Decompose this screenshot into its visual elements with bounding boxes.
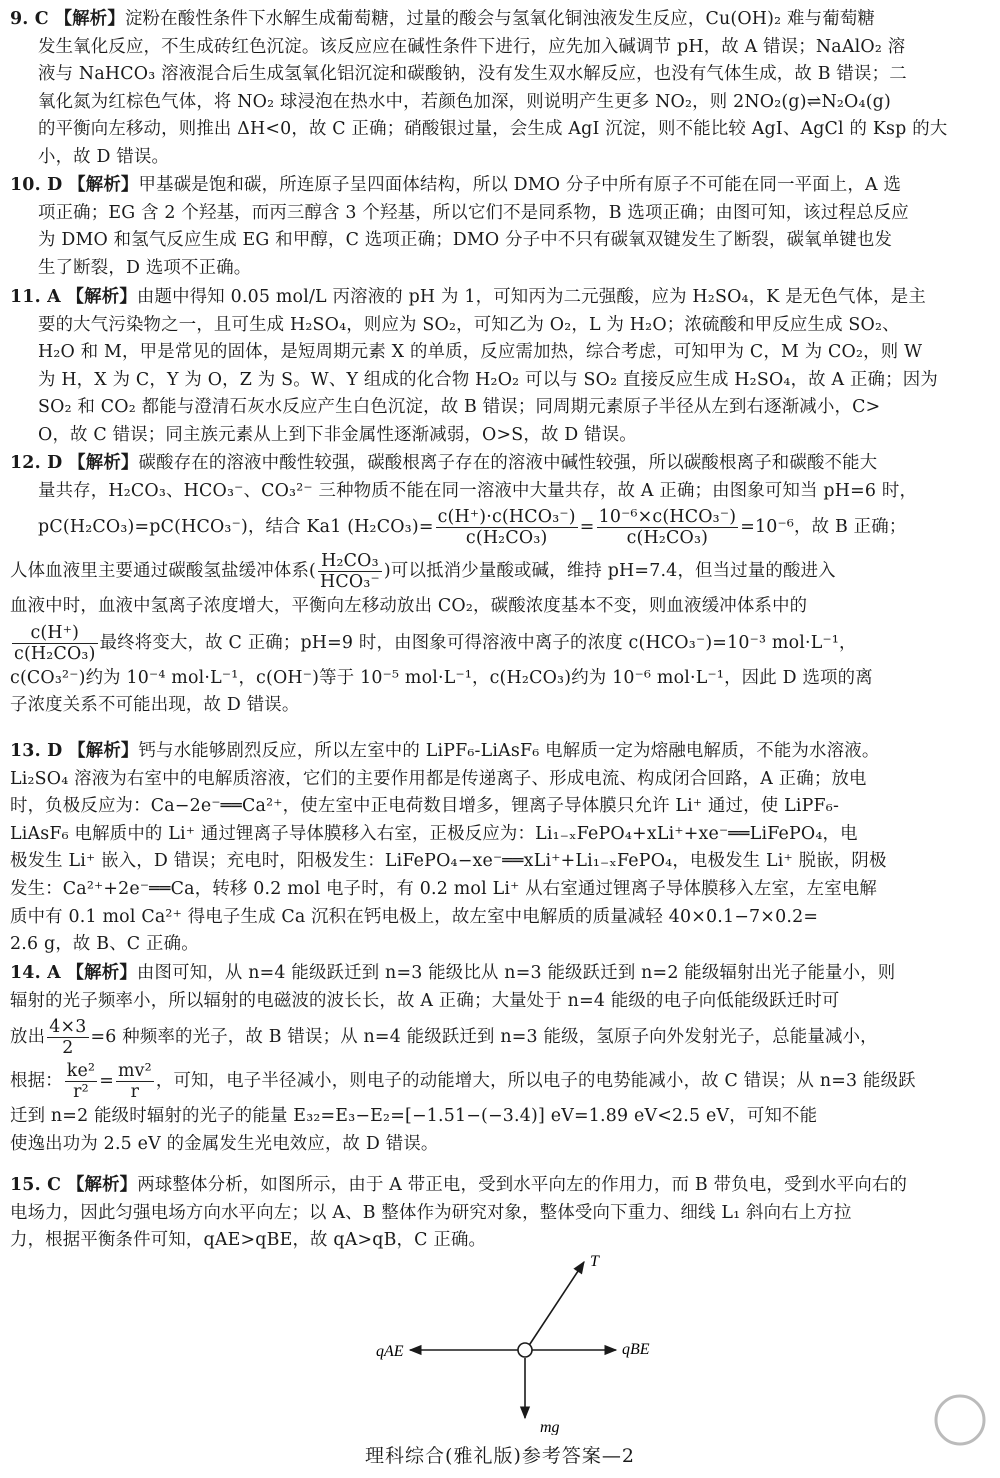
equation-line: [10, 621, 988, 665]
analysis-tag: 【解析】: [54, 9, 125, 29]
fraction: [12, 623, 98, 664]
text-line: LiAsF₆ 电解质中的 Li⁺ 通过锂离子导体膜移入右室，正极反应为：Li₁₋ₓFePO₄+xLi⁺+xe⁻══LiFePO₄，电: [10, 823, 858, 844]
text-line: 的平衡向左移动，则推出 ΔH<0，故 C 正确；硝酸银过量，会生成 AgI 沉淀，则不能比较 AgI、AgCl 的 Ksp 的大: [38, 119, 948, 140]
text-segment: 人体血液里主要通过碳酸氢盐缓冲体系(: [10, 561, 317, 582]
equation-line: [10, 505, 988, 549]
numerator: 10⁻⁶×c(HCO₃⁻): [598, 507, 737, 528]
numerator: c(H⁺)·c(HCO₃⁻): [437, 507, 576, 528]
text-line: 甲基碳是饱和碳，所连原子呈四面体结构，所以 DMO 分子中所有原子不可能在同一平面上，A 选: [138, 175, 902, 195]
answer-label: 13. D: [10, 741, 63, 761]
answer-10: [10, 172, 988, 282]
denominator: c(H₂CO₃): [14, 643, 96, 664]
text-line: 钙与水能够剧烈反应，所以左室中的 LiPF₆-LiAsF₆ 电解质一定为熔融电解质，不能为水溶液。: [138, 741, 880, 761]
force-diagram: [360, 1250, 680, 1435]
page-footer: 理科综合(雅礼版)参考答案—2: [365, 1445, 635, 1467]
text-segment: =10⁻⁶，故 B 正确；: [740, 517, 907, 538]
text-line: 为 H，X 为 C，Y 为 O，Z 为 S。W、Y 组成的化合物 H₂O₂ 可以与 SO₂ 直接反应生成 H₂SO₄，故 A 正确；因为: [38, 369, 938, 390]
text-segment: 最终将变大，故 C 正确；pH=9 时，由图象可得溶液中离子的浓度 c(HCO₃⁻)=10⁻³ mol·L⁻¹，: [99, 632, 857, 653]
analysis-tag: 【解析】: [66, 1175, 138, 1195]
denominator: c(H₂CO₃): [626, 528, 709, 549]
answer-label: 11. A: [10, 287, 61, 307]
equals-sign: =: [99, 1071, 114, 1092]
fraction: [116, 1061, 154, 1102]
fraction: [436, 507, 578, 548]
mg-label: mg: [540, 1419, 560, 1435]
analysis-tag: 【解析】: [66, 963, 137, 983]
text-segment: 根据：: [10, 1071, 63, 1092]
answer-label: 12. D: [10, 453, 63, 473]
text-line: 电场力，因此匀强电场方向水平向左；以 A、B 整体作为研究对象，整体受向下重力、细线 L₁ 斜向右上方拉: [10, 1202, 852, 1223]
text-line: 两球整体分析，如图所示，由于 A 带正电，受到水平向左的作用力，而 B 带负电，受到水平向右的: [137, 1175, 908, 1195]
answer-label: 9. C: [10, 9, 49, 29]
text-line: 子浓度关系不可能出现，故 D 错误。: [10, 695, 300, 716]
text-line: 要的大气污染物之一，且可生成 H₂SO₄，则应为 SO₂，可知乙为 O₂，L 为 H₂O；浓硫酸和甲反应生成 SO₂、: [38, 314, 900, 335]
fraction: [597, 507, 739, 548]
tension-arrow: [526, 1262, 584, 1350]
analysis-tag: 【解析】: [66, 287, 137, 307]
numerator: H₂CO₃: [318, 551, 382, 572]
text-line: 发生氧化反应，不生成砖红色沉淀。该反应应在碱性条件下进行，应先加入碱调节 pH，故 A 错误；NaAlO₂ 溶: [38, 36, 906, 57]
text-line: 力，根据平衡条件可知，qAE>qBE，故 qA>qB，C 正确。: [10, 1230, 487, 1251]
text-line: 小，故 D 错误。: [38, 146, 170, 167]
text-line: 由图可知，从 n=4 能级跃迁到 n=3 能级比从 n=3 能级跃迁到 n=2 能级辐射出光子能量小，则: [136, 963, 896, 983]
text-line: 由题中得知 0.05 mol/L 丙溶液的 pH 为 1，可知丙为二元强酸，应为 H₂SO₄，K 是无色气体，是主: [136, 287, 926, 307]
text-line: 发生：Ca²⁺+2e⁻══Ca，转移 0.2 mol 电子时，有 0.2 mol Li⁺ 从右室通过锂离子导体膜移入左室，左室电解: [10, 878, 878, 899]
text-line: 质中有 0.1 mol Ca²⁺ 得电子生成 Ca 沉积在钙电极上，故左室中电解质的质量减轻 40×0.1−7×0.2=: [10, 906, 819, 927]
text-segment: )可以抵消少量酸或碱，维持 pH=7.4，但当过量的酸进入: [383, 561, 836, 582]
analysis-tag: 【解析】: [68, 741, 139, 761]
equals-sign: =: [579, 517, 595, 538]
text-segment: pC(H₂CO₃)=pC(HCO₃⁻)，结合 Ka1 (H₂CO₃)=: [38, 517, 434, 538]
answer-9: [10, 6, 988, 172]
text-line: 生了断裂，D 选项不正确。: [38, 257, 252, 278]
qae-label: qAE: [376, 1343, 404, 1360]
answer-label: 10. D: [10, 175, 63, 195]
text-line: 使逸出功为 2.5 eV 的金属发生光电效应，故 D 错误。: [10, 1133, 439, 1154]
answer-label: 15. C: [10, 1175, 62, 1195]
text-segment: 放出: [10, 1027, 46, 1048]
text-segment: ，可知，电子半径减小，则电子的动能增大，所以电子的电势能减小，故 C 错误；从 n=3 能级跃: [155, 1071, 916, 1092]
equation-line: [10, 1059, 988, 1103]
answer-label: 14. A: [10, 963, 61, 983]
denominator: r²: [73, 1082, 89, 1103]
text-line: Li₂SO₄ 溶液为右室中的电解质溶液，它们的主要作用都是传递离子、形成电流、构成闭合回路，A 正确；放电: [10, 768, 867, 789]
text-line: 血液中时，血液中氢离子浓度增大，平衡向左移动放出 CO₂，碳酸浓度基本不变，则血液缓冲体系中的: [10, 596, 808, 617]
text-line: 氧化氮为红棕色气体，将 NO₂ 球浸泡在热水中，若颜色加深，则说明产生更多 NO₂，则 2NO₂(g)⇌N₂O₄(g): [38, 91, 891, 112]
text-line: 辐射的光子频率小，所以辐射的电磁波的波长长，故 A 正确；大量处于 n=4 能级的电子向低能级跃迁时可: [10, 990, 840, 1011]
fraction: [318, 551, 382, 592]
answer-13: [10, 738, 988, 959]
numerator: mv²: [117, 1061, 152, 1082]
text-line: 淀粉在酸性条件下水解生成葡萄糖，过量的酸会与氢氧化铜浊液发生反应，Cu(OH)₂ 难与葡萄糖: [124, 9, 876, 29]
fraction: [47, 1017, 88, 1058]
text-line: 2.6 g，故 B、C 正确。: [10, 934, 199, 955]
fraction: [65, 1061, 97, 1102]
analysis-tag: 【解析】: [68, 453, 139, 473]
tension-label: T: [590, 1253, 599, 1270]
text-line: c(CO₃²⁻)约为 10⁻⁴ mol·L⁻¹，c(OH⁻)等于 10⁻⁵ mol·L⁻¹，c(H₂CO₃)约为 10⁻⁶ mol·L⁻¹，因此 D 选项的离: [10, 667, 873, 688]
text-line: 液与 NaHCO₃ 溶液混合后生成氢氧化铝沉淀和碳酸钠，没有发生双水解反应，也没有气体生成，故 B 错误；二: [38, 64, 907, 85]
text-line: 项正确；EG 含 2 个羟基，而丙三醇含 3 个羟基，所以它们不是同系物，B 选项正确；由图可知，该过程总反应: [38, 202, 909, 223]
text-line: 碳酸存在的溶液中酸性较强，碳酸根离子存在的溶液中碱性较强，所以碳酸根离子和碳酸不能大: [138, 453, 878, 473]
particle-circle: [518, 1343, 532, 1357]
text-line: O，故 C 错误；同主族元素从上到下非金属性逐渐减弱，O>S，故 D 错误。: [38, 424, 637, 445]
qbe-label: qBE: [622, 1341, 650, 1358]
text-line: H₂O 和 M，甲是常见的固体，是短周期元素 X 的单质，反应需加热，综合考虑，可知甲为 C，M 为 CO₂，则 W: [38, 342, 923, 363]
numerator: ke²: [66, 1061, 96, 1082]
text-segment: =6 种频率的光子，故 B 错误；从 n=4 能级跃迁到 n=3 能级，氢原子向外发射光子，总能量减小，: [90, 1027, 878, 1048]
analysis-tag: 【解析】: [68, 175, 139, 195]
text-line: 为 DMO 和氢气反应生成 EG 和甲醇，C 选项正确；DMO 分子中不只有碳氧双键发生了断裂，碳氧单键也发: [38, 230, 893, 251]
answer-11: [10, 284, 988, 450]
text-line: 量共存，H₂CO₃、HCO₃⁻、CO₃²⁻ 三种物质不能在同一溶液中大量共存，故 A 正确；由图象可知当 pH=6 时，: [38, 480, 918, 501]
equation-line: [10, 1015, 988, 1059]
numerator: 4×3: [49, 1017, 87, 1038]
text-line: SO₂ 和 CO₂ 都能与澄清石灰水反应产生白色沉淀，故 B 错误；同周期元素原子半径从左到右逐渐减小，C>: [38, 397, 881, 418]
answer-14: [10, 960, 988, 1158]
answer-15: [10, 1172, 988, 1255]
denominator: c(H₂CO₃): [465, 528, 548, 549]
equation-line: [10, 549, 988, 593]
denominator: HCO₃⁻: [320, 572, 380, 593]
denominator: 2: [62, 1038, 74, 1059]
text-line: 迁到 n=2 能级时辐射的光子的能量 E₃₂=E₃−E₂=[−1.51−(−3.4)] eV=1.89 eV<2.5 eV，可知不能: [10, 1106, 818, 1127]
text-line: 时，负极反应为：Ca−2e⁻══Ca²⁺，使左室中正电荷数目增多，锂离子导体膜只允许 Li⁺ 通过，使 LiPF₆-: [10, 796, 840, 817]
numerator: c(H⁺): [12, 623, 98, 644]
answer-12: [10, 450, 988, 720]
denominator: r: [130, 1082, 140, 1103]
text-line: 极发生 Li⁺ 嵌入，D 错误；充电时，阳极发生：LiFePO₄−xe⁻══xLi⁺+Li₁₋ₓFePO₄，电极发生 Li⁺ 脱嵌，阴极: [10, 851, 887, 872]
